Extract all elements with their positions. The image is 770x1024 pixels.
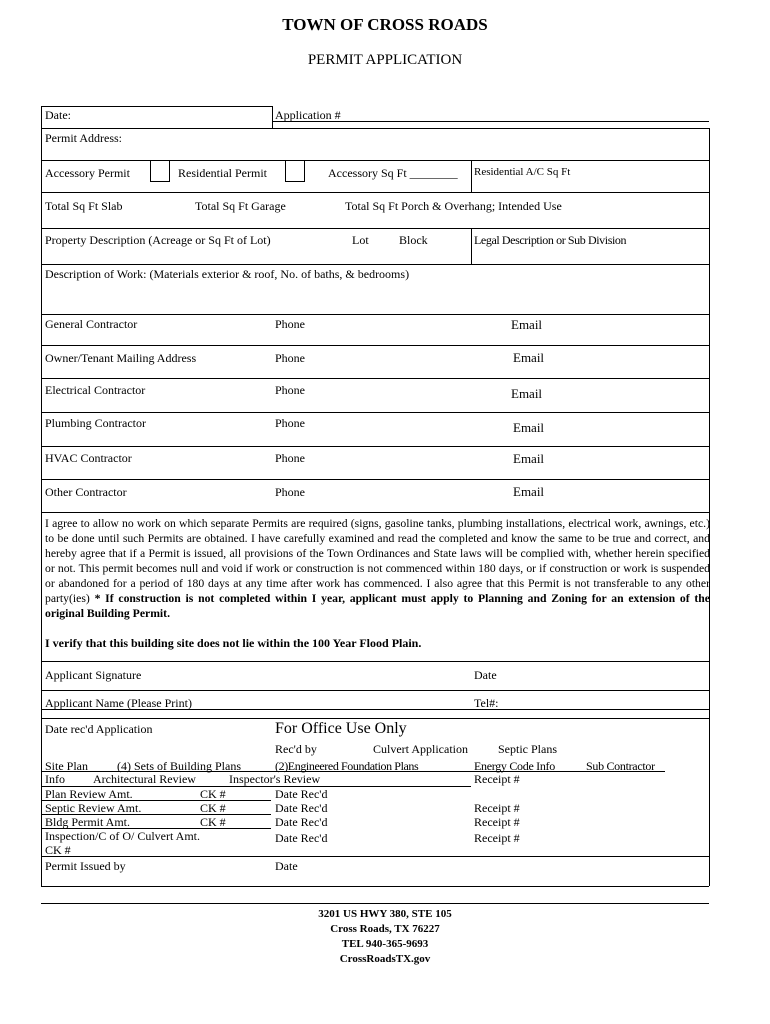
receipt-field[interactable]: Receipt # [474,831,520,845]
contact-role[interactable]: HVAC Contractor [45,451,132,465]
date-recd-application-field[interactable]: Date rec'd Application [45,722,153,736]
contact-email[interactable]: Email [511,386,543,401]
inspectors-review-field[interactable]: Inspector's Review [229,772,321,786]
legal-description-field[interactable]: Legal Description or Sub Division [474,233,627,247]
date-recd-field[interactable]: Date Rec'd [275,815,328,829]
architectural-review-field[interactable]: Architectural Review [93,772,196,786]
septic-review-amt-field[interactable]: Septic Review Amt. [45,801,142,815]
application-number-field[interactable]: Application # [275,108,341,122]
accessory-sqft-field[interactable]: Accessory Sq Ft ________ [328,166,458,180]
description-of-work-field[interactable]: Description of Work: (Materials exterior & roof, No. of baths, & bedrooms) [45,267,410,281]
contact-phone[interactable]: Phone [275,317,305,331]
building-plans-field[interactable]: (4) Sets of Building Plans [117,759,242,773]
ck-field[interactable]: CK # [45,843,71,857]
receipt-field[interactable]: Receipt # [474,801,520,815]
contact-role[interactable]: Electrical Contractor [45,383,146,397]
date-recd-field[interactable]: Date Rec'd [275,801,328,815]
applicant-signature-field[interactable]: Applicant Signature [45,668,142,682]
sub-contractor-field[interactable]: Sub Contractor [586,759,655,773]
residential-permit-label: Residential Permit [178,166,267,180]
contact-phone[interactable]: Phone [275,416,305,430]
agreement-paragraph [45,516,710,621]
applicant-name-field[interactable]: Applicant Name (Please Print) [45,696,192,710]
total-sqft-garage-field[interactable]: Total Sq Ft Garage [195,199,286,213]
flood-plain-statement: I verify that this building site does not lie within the 100 Year Flood Plain. [45,636,422,650]
contact-role[interactable]: Owner/Tenant Mailing Address [45,351,197,365]
residential-permit-checkbox[interactable] [285,160,305,182]
form-title: TOWN OF CROSS ROADS [282,15,488,34]
issued-date-field[interactable]: Date [275,859,298,873]
permit-issued-by-field[interactable]: Permit Issued by [45,859,126,873]
footer-tel: TEL 940-365-9693 [341,938,429,950]
form-left-border [41,106,42,886]
bldg-permit-amt-field[interactable]: Bldg Permit Amt. [45,815,131,829]
receipt-field[interactable]: Receipt # [474,815,520,829]
office-use-heading: For Office Use Only [275,720,407,737]
date-recd-field[interactable]: Date Rec'd [275,787,328,801]
septic-plans-field[interactable]: Septic Plans [498,742,557,756]
contact-role[interactable]: General Contractor [45,317,138,331]
ck-field[interactable]: CK # [200,801,226,815]
total-sqft-porch-field[interactable]: Total Sq Ft Porch & Overhang; Intended Use [345,199,562,213]
block-field[interactable]: Block [399,233,428,247]
culvert-application-field[interactable]: Culvert Application [373,742,468,756]
contact-email[interactable]: Email [511,317,543,332]
lot-field[interactable]: Lot [352,233,369,247]
agreement-bold-text: * If construction is not completed within I year, applicant must apply to Planning and Zoning for an extension of the original Building Permit. [45,592,710,620]
contact-phone[interactable]: Phone [275,383,305,397]
footer-city: Cross Roads, TX 76227 [330,923,440,935]
accessory-permit-checkbox[interactable] [150,160,170,182]
signature-date-field[interactable]: Date [474,668,497,682]
receipt-field[interactable]: Receipt # [474,772,520,786]
recd-by-field[interactable]: Rec'd by [275,742,317,756]
engineered-plans-field[interactable]: (2)Engineered Foundation Plans [275,759,419,773]
footer-website[interactable]: CrossRoadsTX.gov [339,953,431,965]
accessory-permit-label: Accessory Permit [45,166,130,180]
contact-role[interactable]: Other Contractor [45,485,127,499]
property-description-field[interactable]: Property Description (Acreage or Sq Ft of Lot) [45,233,271,247]
contact-phone[interactable]: Phone [275,485,305,499]
info-field[interactable]: Info [45,772,65,786]
date-recd-field[interactable]: Date Rec'd [275,831,328,845]
tel-field[interactable]: Tel#: [474,696,499,710]
contact-email[interactable]: Email [513,420,545,435]
contact-email[interactable]: Email [513,484,545,499]
inspection-amt-field[interactable]: Inspection/C of O/ Culvert Amt. [45,829,200,843]
ck-field[interactable]: CK # [200,815,226,829]
contact-phone[interactable]: Phone [275,451,305,465]
form-right-border [709,128,710,886]
plan-review-amt-field[interactable]: Plan Review Amt. [45,787,133,801]
residential-ac-sqft-field[interactable]: Residential A/C Sq Ft [474,166,571,178]
agreement-text: I agree to allow no work on which separate Permits are required (signs, gasoline tanks, plumbing installations, electrical work, awnings, etc.) to be done until such Permits are obtained. I have carefully examined and read the completed and know the same to be true and correct, and hereby agree that if a Permit is issued, all provisions of the Town Ordinances and State laws will be complied with, whether herein specified or not. This permit becomes null and void if work or construction is not commenced within 180 days, or if construction or work is suspended or abandoned for a period of 180 days at any time after work has commenced. I also agree that this Permit is not transferable to any other party(ies) [45,517,710,605]
form-subtitle: PERMIT APPLICATION [307,52,463,68]
permit-address-field[interactable]: Permit Address: [45,131,122,145]
total-sqft-slab-field[interactable]: Total Sq Ft Slab [45,199,123,213]
ck-field[interactable]: CK # [200,787,226,801]
contact-phone[interactable]: Phone [275,351,305,365]
energy-code-field[interactable]: Energy Code Info [474,759,555,773]
footer-address: 3201 US HWY 380, STE 105 [318,908,452,920]
site-plan-field[interactable]: Site Plan [45,759,89,773]
date-field[interactable]: Date: [45,108,71,122]
contact-email[interactable]: Email [513,350,545,365]
contact-role[interactable]: Plumbing Contractor [45,416,146,430]
contact-email[interactable]: Email [513,451,545,466]
